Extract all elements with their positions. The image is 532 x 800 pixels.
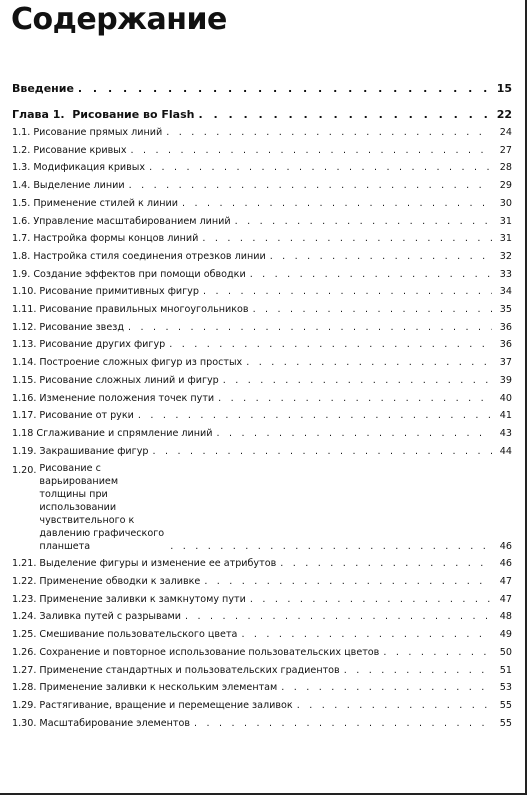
toc-entry-label: Настройка формы концов линий <box>33 233 199 245</box>
toc-entry-number: 1.3. <box>12 162 31 174</box>
toc-entry-label: Сглаживание и спрямление линий <box>36 427 213 439</box>
table-of-contents <box>12 80 512 732</box>
dot-leader <box>344 662 492 680</box>
dot-leader <box>250 266 492 284</box>
toc-entry-label: Масштабирование элементов <box>39 717 191 729</box>
dot-leader <box>383 644 492 662</box>
toc-entry-page: 32 <box>499 250 512 262</box>
toc-entry-label: Применение стандартных и пользовательских градиентов <box>39 664 340 676</box>
toc-entry <box>12 213 512 231</box>
toc-entry-page: 29 <box>499 180 512 192</box>
toc-entry-page: 41 <box>499 410 512 422</box>
toc-entry <box>12 142 512 160</box>
dot-leader <box>169 336 492 354</box>
toc-entry-label: Рисование правильных многоугольников <box>39 304 249 316</box>
toc-entry-label: Смешивание пользовательского цвета <box>39 629 238 641</box>
dot-leader <box>78 80 492 98</box>
toc-entry-label <box>12 106 194 124</box>
toc-entry-page: 55 <box>499 699 512 711</box>
toc-entry-page: 31 <box>499 233 512 245</box>
toc-entry-number: 1.20. <box>12 465 37 477</box>
toc-entry-label: Рисование звезд <box>39 321 124 333</box>
toc-entry-number: 1.19. <box>12 445 37 457</box>
dot-leader <box>128 319 492 337</box>
toc-entry-number: 1.11. <box>12 304 37 316</box>
dot-leader <box>129 177 492 195</box>
dot-leader <box>182 195 492 213</box>
toc-entry <box>12 390 512 408</box>
toc-entry-label: Введение <box>12 82 74 95</box>
toc-entry-label: Заливка путей с разрывами <box>39 611 181 623</box>
toc-entry-label: Закрашивание фигур <box>39 445 149 457</box>
toc-entry <box>12 644 512 662</box>
toc-entry-number: 1.30. <box>12 717 37 729</box>
dot-leader <box>203 283 492 301</box>
dot-leader <box>204 573 492 591</box>
toc-entry-page: 37 <box>499 357 512 369</box>
toc-entry-page: 43 <box>499 427 512 439</box>
toc-entry-label: Применение заливки к нескольким элементам <box>39 682 278 694</box>
toc-entry-number: 1.2. <box>12 144 31 156</box>
toc-entry <box>12 555 512 573</box>
toc-entry-page: 33 <box>499 268 512 280</box>
dot-leader <box>246 354 492 372</box>
toc-entry-label: Модификация кривых <box>33 162 146 174</box>
toc-entry-page: 46 <box>499 558 512 570</box>
toc-entry-number: 1.14. <box>12 357 37 369</box>
toc-entry-number: 1.5. <box>12 197 31 209</box>
toc-entry <box>12 407 512 425</box>
chapter-title: Рисование во Flash <box>72 108 195 121</box>
dot-leader <box>170 538 492 556</box>
toc-entry-page: 51 <box>499 664 512 676</box>
toc-entry-intro <box>12 80 512 98</box>
toc-entry-page: 39 <box>499 374 512 386</box>
toc-entry <box>12 319 512 337</box>
page-title: Содержание <box>11 2 227 37</box>
toc-entry-number: 1.21. <box>12 558 37 570</box>
toc-entry-label: Управление масштабированием линий <box>33 215 231 227</box>
toc-entry <box>12 336 512 354</box>
toc-entry-label: Рисование сложных линий и фигур <box>39 374 219 386</box>
toc-entry <box>12 425 512 443</box>
toc-entry-page: 36 <box>499 339 512 351</box>
toc-entry <box>12 573 512 591</box>
toc-entry-number: 1.10. <box>12 286 37 298</box>
toc-entry-label: Применение стилей к линии <box>33 197 178 209</box>
toc-entry-label: Рисование с варьированием толщины при использовании чувствительного к давлению графического планшета <box>39 463 165 553</box>
toc-entry-label: Применение заливки к замкнутому пути <box>39 593 246 605</box>
dot-leader <box>250 591 492 609</box>
toc-entry-number: 1.28. <box>12 682 37 694</box>
toc-entry-label: Настройка стиля соединения отрезков линии <box>33 250 266 262</box>
toc-entry-label: Рисование от руки <box>39 410 134 422</box>
toc-entry <box>12 266 512 284</box>
toc-entry-number: 1.9. <box>12 268 31 280</box>
toc-entry <box>12 715 512 733</box>
toc-entry-page: 50 <box>499 646 512 658</box>
toc-entry-label: Изменение положения точек пути <box>39 392 215 404</box>
toc-entry-page: 36 <box>499 321 512 333</box>
toc-entry <box>12 195 512 213</box>
toc-entry-label: Сохранение и повторное использование пользовательских цветов <box>39 646 380 658</box>
toc-entry-number: 1.15. <box>12 374 37 386</box>
toc-entry-number: 1.4. <box>12 180 31 192</box>
toc-entry-number: 1.12. <box>12 321 37 333</box>
toc-entry-number: 1.18 <box>12 427 34 439</box>
toc-entry <box>12 301 512 319</box>
toc-entry <box>12 283 512 301</box>
toc-entry-label: Применение обводки к заливке <box>39 576 201 588</box>
dot-leader <box>217 425 492 443</box>
dot-leader <box>198 106 492 124</box>
toc-entry-number: 1.1. <box>12 127 31 138</box>
toc-entry <box>12 697 512 715</box>
toc-entry-page: 47 <box>499 576 512 588</box>
toc-entry-label: Рисование прямых линий <box>33 127 163 138</box>
toc-entry-page: 34 <box>499 286 512 298</box>
dot-leader <box>138 407 492 425</box>
toc-entry-number: 1.16. <box>12 392 37 404</box>
toc-entry <box>12 679 512 697</box>
toc-entry <box>12 662 512 680</box>
toc-entry-label: Выделение фигуры и изменение ее атрибутов <box>39 558 277 570</box>
toc-entry-page: 28 <box>499 162 512 174</box>
toc-entry-page: 44 <box>499 445 512 457</box>
toc-entry-page: 35 <box>499 304 512 316</box>
toc-entry <box>12 124 512 142</box>
toc-entry-page: 31 <box>499 215 512 227</box>
toc-entry-number: 1.22. <box>12 576 37 588</box>
toc-entry <box>12 177 512 195</box>
toc-entry-number: 1.24. <box>12 611 37 623</box>
dot-leader <box>218 390 492 408</box>
toc-entry <box>12 460 512 555</box>
toc-entry <box>12 608 512 626</box>
toc-entry-label: Построение сложных фигур из простых <box>39 357 243 369</box>
toc-entry-page: 47 <box>499 593 512 605</box>
dot-leader <box>194 715 492 733</box>
toc-entry <box>12 248 512 266</box>
toc-entry-label: Создание эффектов при помощи обводки <box>33 268 246 280</box>
dot-leader <box>270 248 492 266</box>
toc-subsection-list <box>12 124 512 732</box>
dot-leader <box>235 213 492 231</box>
dot-leader <box>166 124 492 142</box>
toc-entry <box>12 159 512 177</box>
toc-entry <box>12 372 512 390</box>
dot-leader <box>241 626 492 644</box>
dot-leader <box>280 555 492 573</box>
toc-entry-label: Выделение линии <box>33 180 125 192</box>
toc-entry <box>12 230 512 248</box>
dot-leader <box>223 372 492 390</box>
dot-leader <box>253 301 492 319</box>
toc-entry-label: Рисование кривых <box>33 144 127 156</box>
toc-entry-page: 55 <box>499 717 512 729</box>
dot-leader <box>131 142 493 160</box>
toc-entry-page: 48 <box>499 611 512 623</box>
toc-entry-number: 1.23. <box>12 593 37 605</box>
toc-entry <box>12 626 512 644</box>
toc-entry-label: Растягивание, вращение и перемещение заливок <box>39 699 293 711</box>
toc-entry-page: 46 <box>499 540 512 552</box>
toc-entry-number: 1.13. <box>12 339 37 351</box>
dot-leader <box>152 443 492 461</box>
toc-entry-chapter <box>12 106 512 124</box>
toc-entry <box>12 443 512 461</box>
toc-entry-number: 1.29. <box>12 699 37 711</box>
toc-entry <box>12 591 512 609</box>
dot-leader <box>297 697 492 715</box>
toc-entry-page: 24 <box>499 127 512 138</box>
dot-leader <box>149 159 492 177</box>
chapter-number: Глава 1. <box>12 108 65 121</box>
toc-entry-page: 27 <box>499 144 512 156</box>
toc-entry-page: 53 <box>499 682 512 694</box>
dot-leader <box>281 679 492 697</box>
toc-entry-page: 15 <box>496 82 512 95</box>
toc-entry-number: 1.25. <box>12 629 37 641</box>
toc-entry-number: 1.27. <box>12 664 37 676</box>
toc-entry-number: 1.6. <box>12 215 31 227</box>
toc-entry-label: Рисование других фигур <box>39 339 166 351</box>
dot-leader <box>185 608 492 626</box>
toc-entry-number: 1.26. <box>12 646 37 658</box>
toc-entry-page: 49 <box>499 629 512 641</box>
toc-entry-page: 40 <box>499 392 512 404</box>
toc-entry-number: 1.8. <box>12 250 31 262</box>
toc-entry-label: Рисование примитивных фигур <box>39 286 199 298</box>
toc-entry-number: 1.17. <box>12 410 37 422</box>
toc-entry <box>12 354 512 372</box>
toc-entry-page: 30 <box>499 197 512 209</box>
toc-entry-page: 22 <box>496 108 512 121</box>
dot-leader <box>202 230 492 248</box>
toc-entry-number: 1.7. <box>12 233 31 245</box>
